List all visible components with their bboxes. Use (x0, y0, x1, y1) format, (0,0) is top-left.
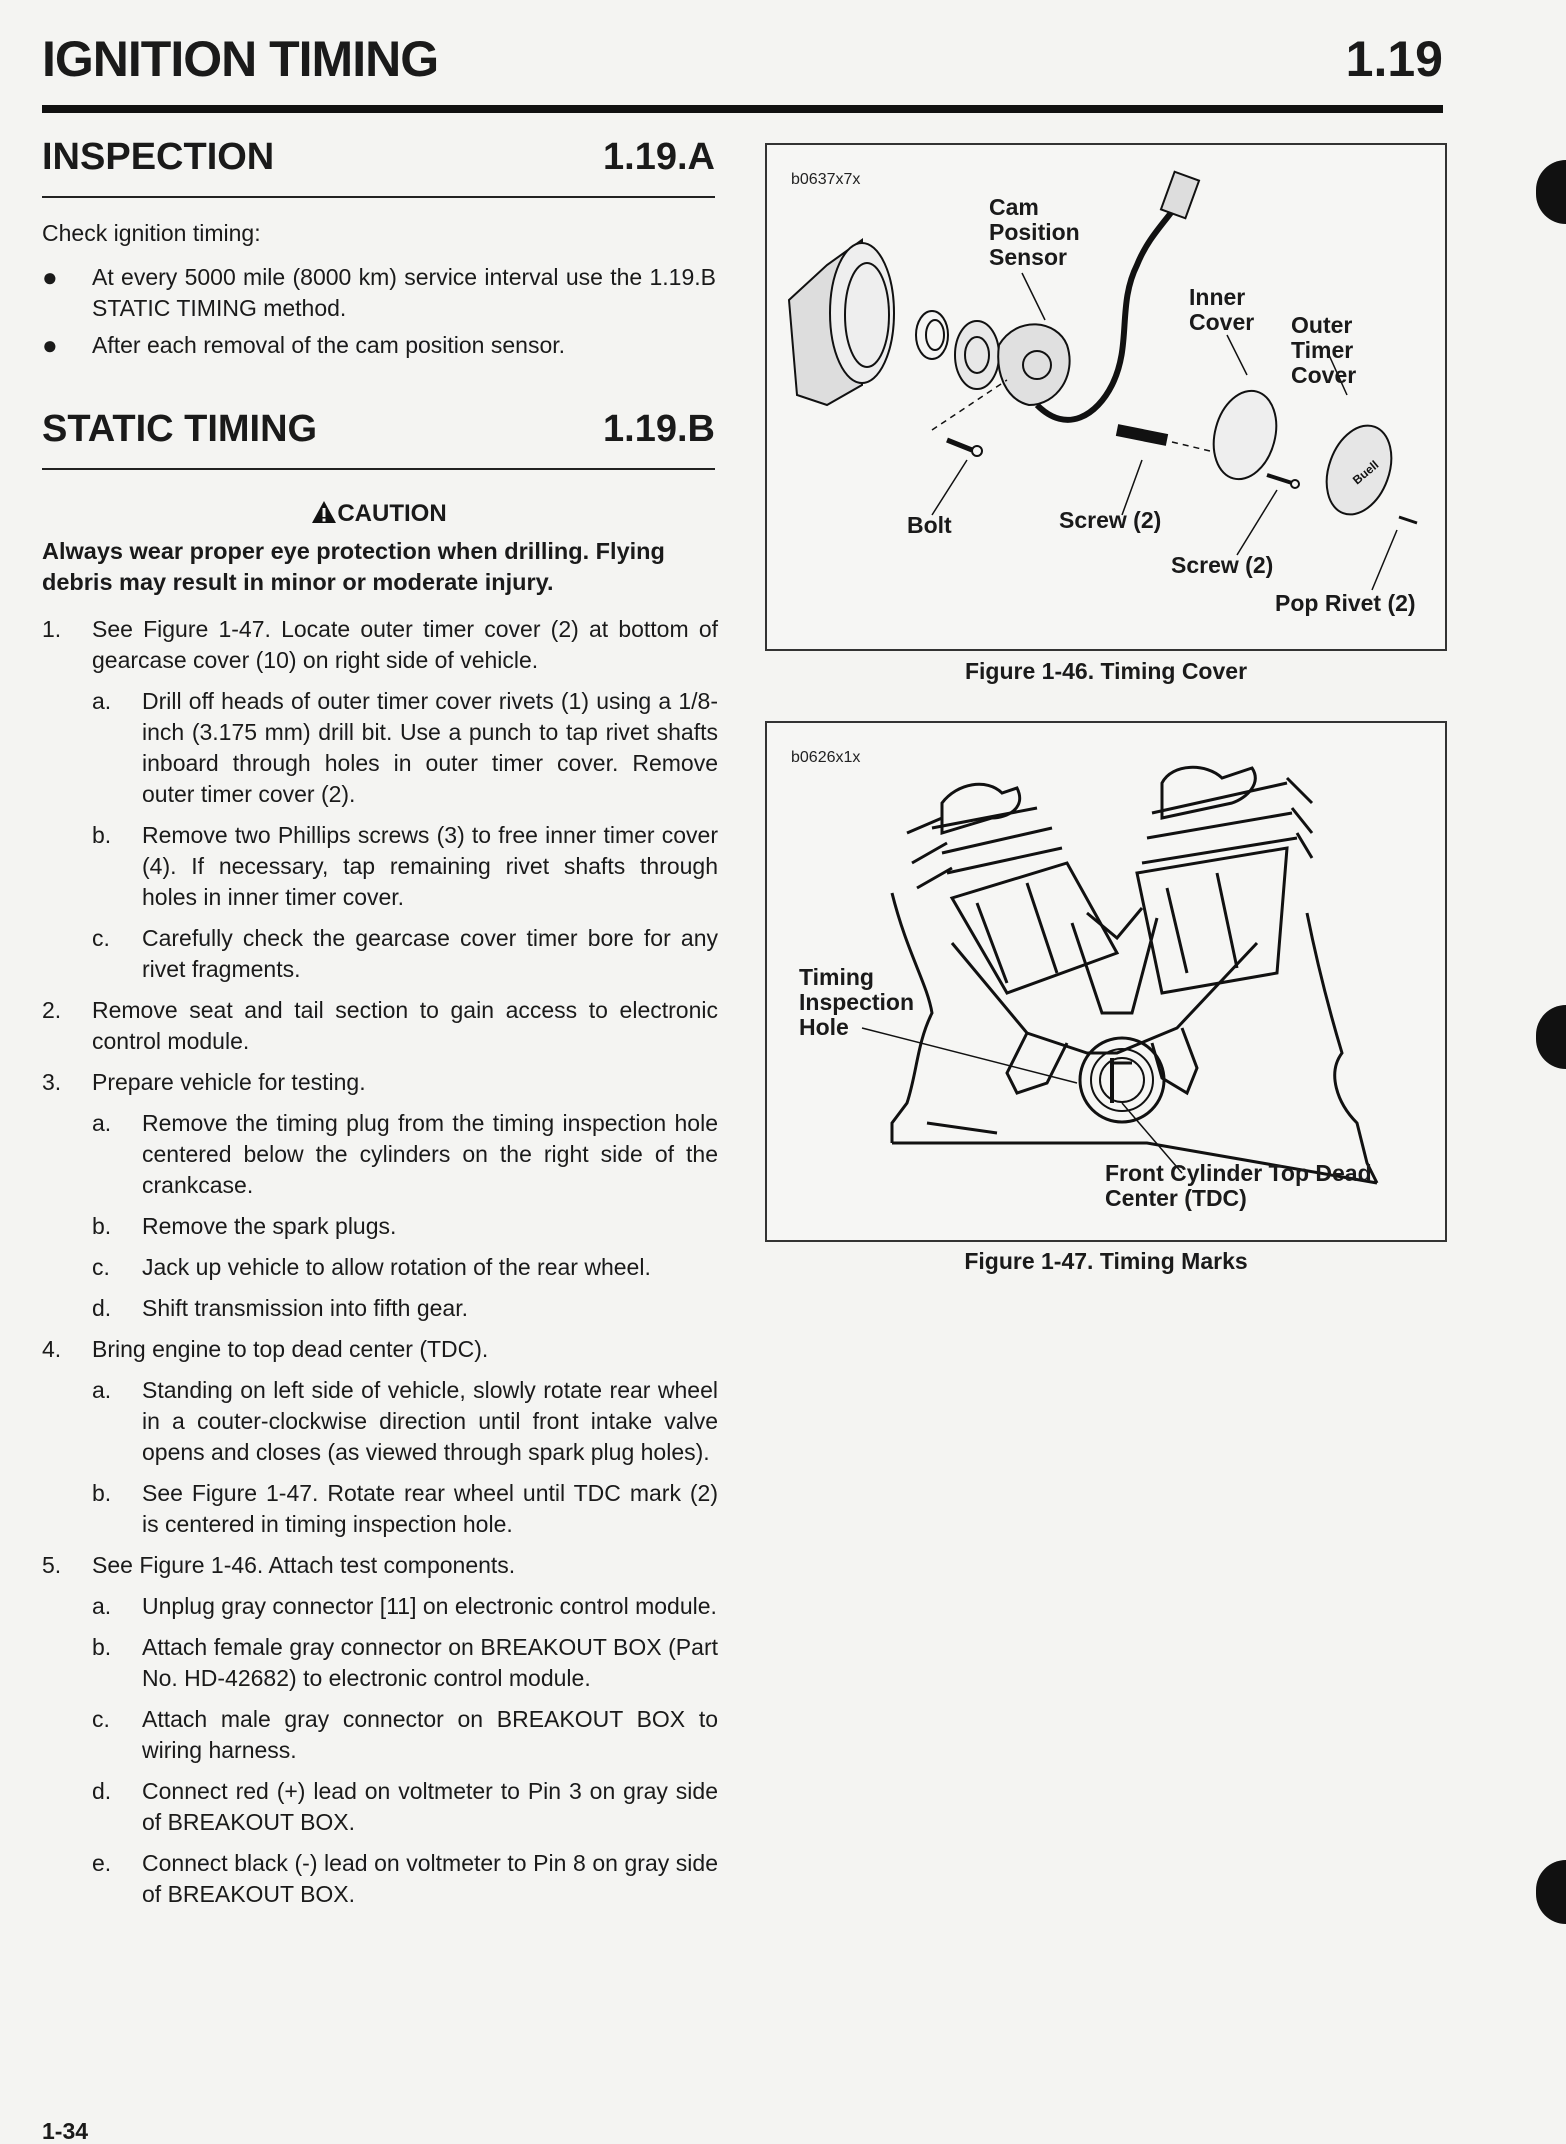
substep-text: Jack up vehicle to allow rotation of the rear wheel. (142, 1254, 651, 1280)
caution-label: CAUTION (337, 500, 447, 527)
bullet-text: At every 5000 mile (8000 km) service interval use the 1.19.B STATIC TIMING method. (92, 264, 716, 321)
procedure-substep (92, 1591, 718, 1622)
static-timing-rule (42, 468, 715, 470)
substep-label: c. (92, 925, 110, 951)
step-text: Remove seat and tail section to gain access to electronic control module. (92, 997, 718, 1054)
procedure-substep (92, 820, 718, 913)
procedure-substep (92, 1478, 718, 1540)
figure-id: b0626x1x (791, 749, 861, 766)
figure-1-46-caption: Figure 1-46. Timing Cover (964, 658, 1248, 684)
callout-bolt: Bolt (907, 512, 952, 538)
header-rule (42, 105, 1443, 113)
bullet-icon: ● (42, 330, 58, 360)
inspection-rule (42, 196, 715, 198)
substep-label: a. (92, 688, 112, 714)
procedure-substep (92, 1848, 718, 1910)
inspection-intro: Check ignition timing: (42, 220, 261, 246)
substep-label: d. (92, 1295, 112, 1321)
substep-label: a. (92, 1377, 112, 1403)
static-timing-number: 1.19.B (603, 408, 715, 450)
callout-cam-position-sensor: Cam Position Sensor (989, 194, 1080, 270)
binder-hole-mark (1536, 1005, 1566, 1069)
substep-label: d. (92, 1778, 112, 1804)
callout-pop-rivet: Pop Rivet (2) (1275, 590, 1416, 616)
figure-1-47-caption: Figure 1-47. Timing Marks (964, 1248, 1248, 1274)
substep-label: b. (92, 1480, 112, 1506)
procedure-step (42, 1067, 718, 1098)
procedure-substep (92, 1776, 718, 1838)
figure-1-47-box (765, 721, 1447, 1242)
step-text: See Figure 1-46. Attach test components. (92, 1552, 516, 1578)
callout-front-cylinder-tdc: Front Cylinder Top Dead Center (TDC) (1105, 1160, 1372, 1211)
caution-text: Always wear proper eye protection when drilling. Flying debris may result in minor or moderate injury. (42, 538, 665, 595)
substep-text: Remove the spark plugs. (142, 1213, 397, 1239)
binder-hole-mark (1536, 160, 1566, 224)
bullet-text: After each removal of the cam position sensor. (92, 332, 566, 358)
procedure-substep (92, 1252, 718, 1283)
static-timing-title: STATIC TIMING (42, 408, 318, 450)
callout-outer-timer-cover: Outer Timer Cover (1291, 312, 1357, 388)
binder-hole-mark (1536, 1860, 1566, 1924)
figure-id: b0637x7x (791, 171, 861, 188)
substep-text: Carefully check the gearcase cover timer bore for any rivet fragments. (142, 925, 718, 982)
substep-label: c. (92, 1254, 110, 1280)
substep-label: b. (92, 822, 112, 848)
procedure-step (42, 1550, 718, 1581)
substep-text: Attach female gray connector on BREAKOUT BOX (Part No. HD-42682) to electronic control module. (142, 1634, 718, 1691)
callout-inner-cover: Inner Cover (1189, 284, 1255, 335)
procedure-substep (92, 1375, 718, 1468)
procedure-substep (92, 1108, 718, 1201)
warning-triangle-icon (311, 500, 337, 524)
substep-label: a. (92, 1110, 112, 1136)
step-number: 5. (42, 1552, 62, 1578)
step-number: 3. (42, 1069, 62, 1095)
substep-text: Connect red (+) lead on voltmeter to Pin 3 on gray side of BREAKOUT BOX. (142, 1778, 718, 1835)
substep-label: e. (92, 1850, 112, 1876)
figure-1-46-box (765, 143, 1447, 651)
procedure-substep (92, 1632, 718, 1694)
procedure-step (42, 614, 718, 676)
procedure-step (42, 1334, 718, 1365)
substep-text: Shift transmission into fifth gear. (142, 1295, 468, 1321)
chapter-title: IGNITION TIMING (42, 31, 439, 87)
substep-text: Connect black (-) lead on voltmeter to Pin 8 on gray side of BREAKOUT BOX. (142, 1850, 718, 1907)
substep-text: Remove the timing plug from the timing inspection hole centered below the cylinders on the right side of the crankcase. (142, 1110, 718, 1198)
substep-label: a. (92, 1593, 112, 1619)
step-number: 4. (42, 1336, 62, 1362)
substep-text: Attach male gray connector on BREAKOUT BOX to wiring harness. (142, 1706, 718, 1763)
inspection-bullet-list (42, 262, 716, 361)
page-number: 1-34 (42, 2118, 89, 2144)
inspection-title: INSPECTION (42, 136, 275, 178)
step-number: 2. (42, 997, 62, 1023)
procedure-substep (92, 923, 718, 985)
callout-screw-inner: Screw (2) (1059, 507, 1162, 533)
procedure-substep (92, 1211, 718, 1242)
bullet-icon: ● (42, 262, 58, 292)
substep-label: b. (92, 1213, 112, 1239)
procedure-substep (92, 1704, 718, 1766)
callout-timing-inspection-hole: Timing Inspection Hole (799, 964, 915, 1040)
step-number: 1. (42, 616, 62, 642)
substep-text: Unplug gray connector [11] on electronic control module. (142, 1593, 717, 1619)
callout-screw-outer: Screw (2) (1171, 552, 1274, 578)
step-text: Prepare vehicle for testing. (92, 1069, 366, 1095)
caution-heading (42, 500, 716, 528)
list-item (42, 262, 716, 324)
list-item (42, 330, 716, 361)
substep-label: b. (92, 1634, 112, 1660)
substep-label: c. (92, 1706, 110, 1732)
substep-text: Standing on left side of vehicle, slowly rotate rear wheel in a couter-clockwise direction until front intake valve opens and closes (as viewed through spark plug holes). (142, 1377, 718, 1465)
chapter-number: 1.19 (1345, 31, 1443, 87)
logo-text: Buell (1349, 457, 1382, 488)
substep-text: Drill off heads of outer timer cover rivets (1) using a 1/8-inch (3.175 mm) drill bit. Use a punch to tap rivet shafts inboard through holes in outer timer cover. Remove outer timer cover (2). (142, 688, 718, 807)
substep-text: See Figure 1-47. Rotate rear wheel until TDC mark (2) is centered in timing inspection hole. (142, 1480, 718, 1537)
step-text: Bring engine to top dead center (TDC). (92, 1336, 489, 1362)
inspection-number: 1.19.A (603, 136, 715, 178)
procedure-substep (92, 1293, 718, 1324)
step-text: See Figure 1-47. Locate outer timer cover (2) at bottom of gearcase cover (10) on right side of vehicle. (92, 616, 718, 673)
procedure-step (42, 995, 718, 1057)
procedure-substep (92, 686, 718, 810)
procedure-steps (42, 614, 718, 1920)
substep-text: Remove two Phillips screws (3) to free inner timer cover (4). If necessary, tap remaining rivet shafts through holes in inner timer cover. (142, 822, 718, 910)
